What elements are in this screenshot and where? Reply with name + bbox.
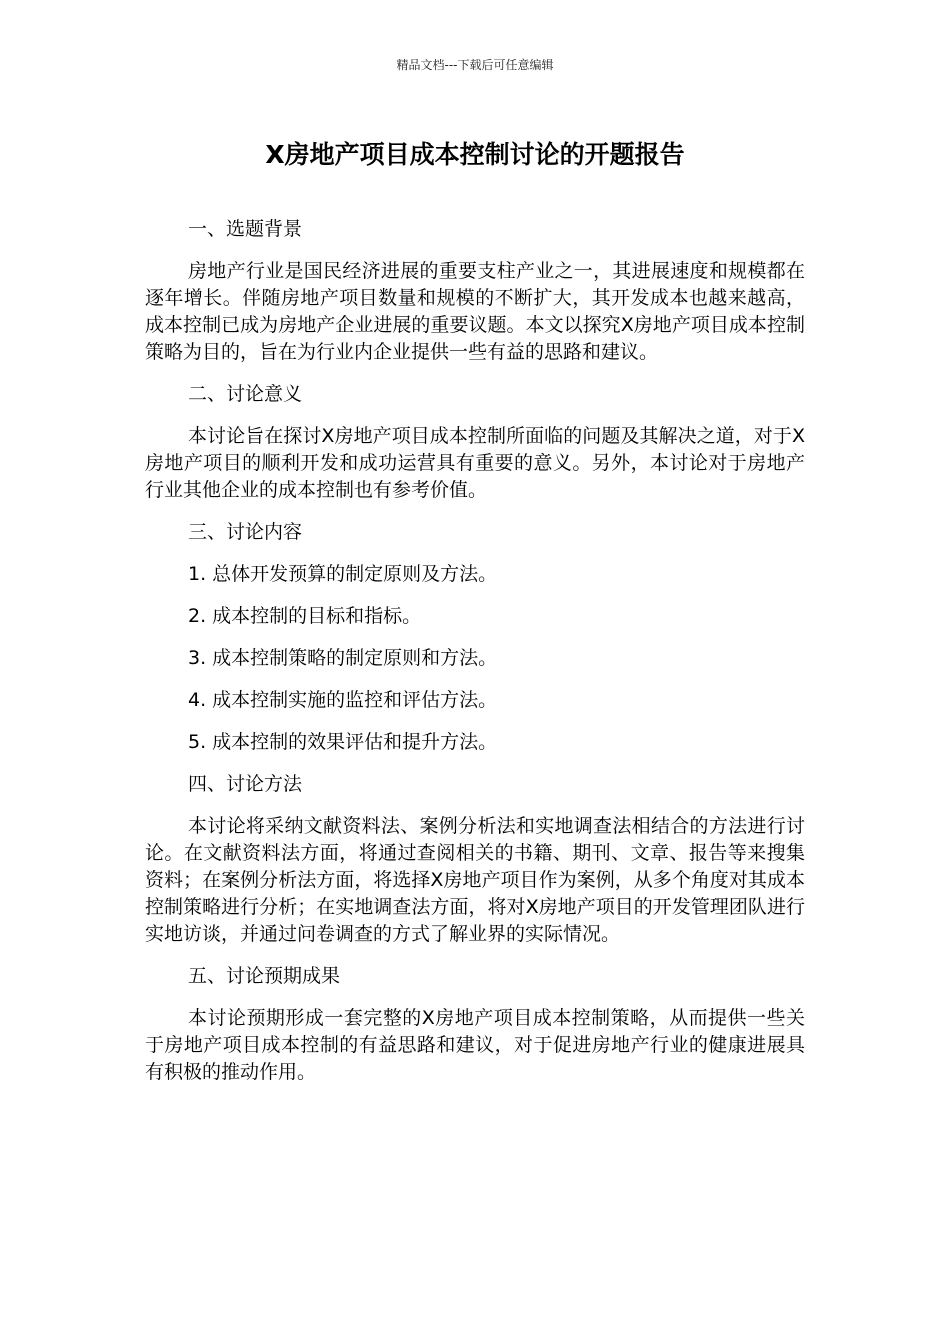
document-title: X房地产项目成本控制讨论的开题报告	[265, 140, 685, 169]
section-paragraph: 房地产行业是国民经济进展的重要支柱产业之一，其进展速度和规模都在逐年增长。伴随房地产项目数量和规模的不断扩大，其开发成本也越来越高，成本控制已成为房地产企业进展的重要议题。本文以探究X房地产项目成本控制策略为目的，旨在为行业内企业提供一些有益的思路和建议。	[145, 260, 805, 363]
section-heading: 二、讨论意义	[188, 383, 303, 405]
section-paragraph: 本讨论将采纳文献资料法、案例分析法和实地调查法相结合的方法进行讨论。在文献资料法方面，将通过查阅相关的书籍、期刊、文章、报告等来搜集资料；在案例分析法方面，将选择X房地产项目作为案例，从多个角度对其成本控制策略进行分析；在实地调查法方面，将对X房地产项目的开发管理团队进行实地访谈，并通过问卷调查的方式了解业界的实际情况。	[145, 815, 805, 945]
section-heading: 五、讨论预期成果	[188, 965, 341, 987]
section-heading: 三、讨论内容	[188, 521, 303, 543]
list-item: 4. 成本控制实施的监控和评估方法。	[188, 689, 498, 711]
list-item: 1. 总体开发预算的制定原则及方法。	[188, 563, 498, 585]
section-heading: 四、讨论方法	[188, 773, 303, 795]
section-paragraph: 本讨论预期形成一套完整的X房地产项目成本控制策略，从而提供一些关于房地产项目成本控制的有益思路和建议，对于促进房地产行业的健康进展具有积极的推动作用。	[145, 1007, 805, 1083]
document-body	[145, 216, 805, 1101]
section-heading: 一、选题背景	[188, 218, 303, 240]
list-item: 2. 成本控制的目标和指标。	[188, 605, 422, 627]
list-item: 3. 成本控制策略的制定原则和方法。	[188, 647, 498, 669]
section-paragraph: 本讨论旨在探讨X房地产项目成本控制所面临的问题及其解决之道，对于X房地产项目的顺利开发和成功运营具有重要的意义。另外，本讨论对于房地产行业其他企业的成本控制也有参考价值。	[145, 425, 805, 501]
page-header: 精品文档---下载后可任意编辑	[396, 58, 554, 72]
list-item: 5. 成本控制的效果评估和提升方法。	[188, 731, 498, 753]
